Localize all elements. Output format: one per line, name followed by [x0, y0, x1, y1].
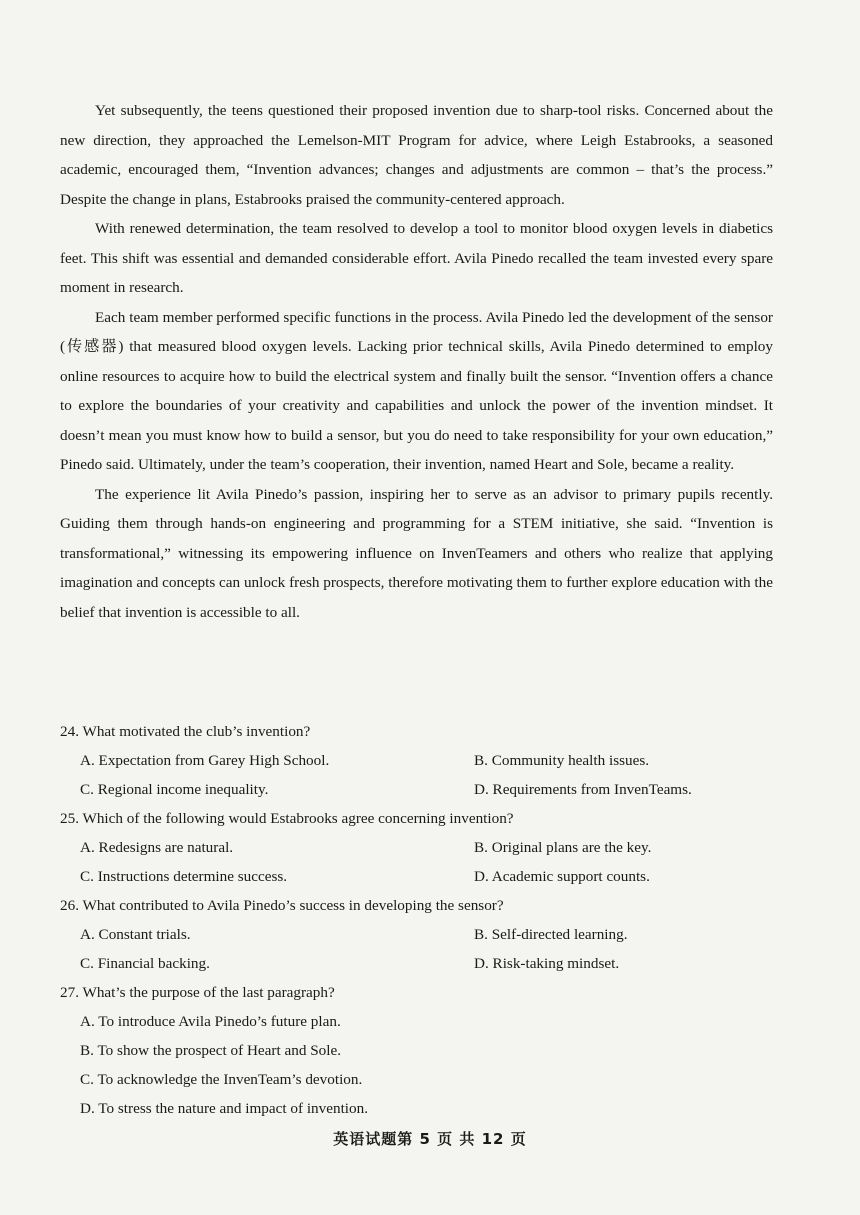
option-row — [60, 1065, 773, 1094]
option-a: A. To introduce Avila Pinedo’s future plan. — [80, 1013, 341, 1030]
option-b: B. Original plans are the key. — [474, 839, 652, 856]
reading-passage — [60, 96, 773, 627]
option-a: A. Redesigns are natural. — [80, 839, 234, 856]
option-b: B. Self-directed learning. — [474, 926, 628, 943]
passage-paragraph: With renewed determination, the team resolved to develop a tool to monitor blood oxygen levels in diabetics feet. This shift was essential and demanded considerable effort. Avila Pinedo recalled the team invested every spare moment in research. — [60, 220, 773, 296]
page-footer: 英语试题第 5 页 共 12 页 — [333, 1130, 527, 1148]
option-a: A. Constant trials. — [80, 926, 191, 943]
question-stem: 26. What contributed to Avila Pinedo’s success in developing the sensor? — [60, 897, 504, 914]
question-stem: 25. Which of the following would Estabrooks agree concerning invention? — [60, 810, 514, 827]
option-row — [60, 1094, 773, 1123]
question-24 — [60, 717, 773, 746]
option-d: D. To stress the nature and impact of invention. — [80, 1100, 368, 1117]
passage-paragraph: The experience lit Avila Pinedo’s passion, inspiring her to serve as an advisor to primary pupils recently. Guiding them through hands-on engineering and programming for a STEM initiative, she said. “Invention is transformational,” witnessing its empowering influence on InvenTeamers and others who realize that applying imagination and concepts can unlock fresh prospects, therefore motivating them to further explore education with the belief that invention is accessible to all. — [60, 485, 773, 621]
option-row — [60, 862, 773, 891]
question-27 — [60, 978, 773, 1007]
option-row — [60, 833, 773, 862]
question-list — [60, 717, 773, 1123]
passage-paragraph: Each team member performed specific functions in the process. Avila Pinedo led the development of the sensor (传感器) that measured blood oxygen levels. Lacking prior technical skills, Avila Pinedo determined to employ online resources to acquire how to build the electrical system and finally built the sensor. “Invention offers a chance to explore the boundaries of your creativity and capabilities and unlock the power of the invention mindset. It doesn’t mean you must know how to build a sensor, but you do need to take responsibility for your own education,” Pinedo said. Ultimately, under the team’s cooperation, their invention, named Heart and Sole, became a reality. — [60, 308, 773, 473]
option-row — [60, 949, 773, 978]
passage-paragraph: Yet subsequently, the teens questioned their proposed invention due to sharp-tool risks. Concerned about the new direction, they approached the Lemelson-MIT Program for advice, where Leigh Estabrooks, a seasoned academic, encouraged them, “Invention advances; changes and adjustments are common – that’s the process.” Despite the change in plans, Estabrooks praised the community-centered approach. — [60, 102, 773, 208]
option-d: D. Requirements from InvenTeams. — [474, 781, 692, 798]
question-26 — [60, 891, 773, 920]
option-row — [60, 920, 773, 949]
option-row — [60, 746, 773, 775]
option-c: C. Instructions determine success. — [80, 868, 288, 885]
option-c: C. To acknowledge the InvenTeam’s devotion. — [80, 1071, 363, 1088]
option-row — [60, 1036, 773, 1065]
option-row — [60, 1007, 773, 1036]
option-row — [60, 775, 773, 804]
option-d: D. Risk-taking mindset. — [474, 955, 620, 972]
option-b: B. To show the prospect of Heart and Sole. — [80, 1042, 342, 1059]
option-c: C. Regional income inequality. — [80, 781, 269, 798]
question-25 — [60, 804, 773, 833]
question-stem: 27. What’s the purpose of the last paragraph? — [60, 984, 335, 1001]
option-d: D. Academic support counts. — [474, 868, 650, 885]
option-b: B. Community health issues. — [474, 752, 650, 769]
option-a: A. Expectation from Garey High School. — [80, 752, 330, 769]
question-stem: 24. What motivated the club’s invention? — [60, 723, 311, 740]
option-c: C. Financial backing. — [80, 955, 210, 972]
